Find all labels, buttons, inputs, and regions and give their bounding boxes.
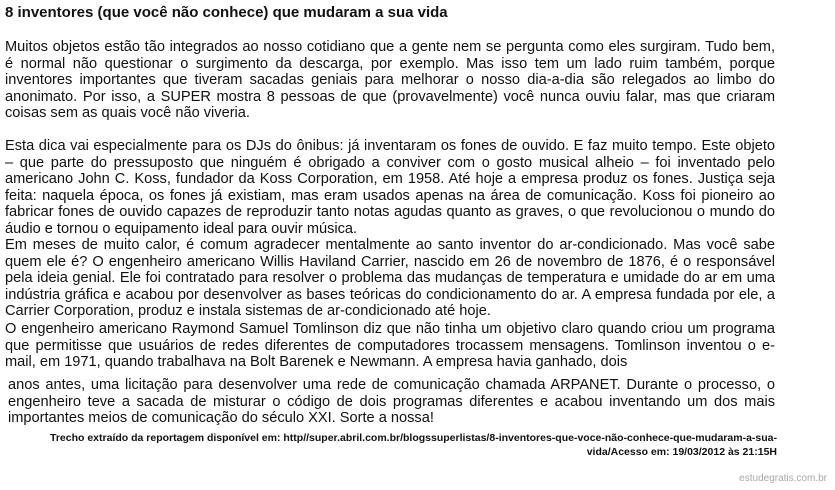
paragraph-email-continued: anos antes, uma licitação para desenvolver uma rede de comunicação chamada ARPANET. Durante o processo, o engenheiro teve a sacada de misturar o código de dois programas diferentes e acabou inventando um dos mais importantes meios de comunicação do século XXI. Sorte a nossa! (8, 377, 775, 427)
article-title: 8 inventores (que você não conhece) que mudaram a sua vida (5, 4, 448, 21)
paragraph-headphones: Esta dica vai especialmente para os DJs do ônibus: já inventaram os fones de ouvido. E faz muito tempo. Este objeto – que parte do pressuposto que ninguém é obrigado a conviver com o gosto musical alheio – foi inventado pelo americano John C. Koss, fundador da Koss Corporation, em 1958. Até hoje a empresa produz os fones. Justiça seja feita: naquela época, os fones já existiam, mas eram usados apenas na área de comunicação. Koss foi pioneiro ao fabricar fones de ouvido capazes de reproduzir tanto notas agudas quanto as graves, o que revolucionou o mundo do áudio e tornou o equipamento ideal para ouvir música. (5, 138, 775, 237)
source-citation: Trecho extraído da reportagem disponível em: http//super.abril.com.br/blogssuperlistas/8-inventores-que-voce-não-conhece-que-mudaram-a-sua-vida/Acesso em: 19/03/2012 às 21:15H (50, 432, 777, 458)
paragraph-air-conditioning: Em meses de muito calor, é comum agradecer mentalmente ao santo inventor do ar-condicionado. Mas você sabe quem ele é? O engenheiro americano Willis Haviland Carrier, nascido em 26 de novembro de 1876, é o responsável pela ideia genial. Ele foi contratado para resolver o problema das mudanças de temperatura e umidade do ar em uma indústria gráfica e acabou por desenvolver as bases teóricas do condicionamento do ar. A empresa fundada por ele, a Carrier Corporation, produz e instala sistemas de ar-condicionado até hoje. (5, 237, 775, 320)
paragraph-intro: Muitos objetos estão tão integrados ao nosso cotidiano que a gente nem se pergunta como eles surgiram. Tudo bem, é normal não questionar o surgimento da descarga, por exemplo. Mas isso tem um lado ruim também, porque inventores importantes que tiveram sacadas geniais para melhorar o nosso dia-a-dia são relegados ao limbo do anonimato. Por isso, a SUPER mostra 8 pessoas de que (provavelmente) você nunca ouviu falar, mas que criaram coisas sem as quais você não viveria. (5, 39, 775, 122)
site-watermark: estudegratis.com.br (739, 473, 827, 484)
paragraph-email: O engenheiro americano Raymond Samuel Tomlinson diz que não tinha um objetivo claro quando criou um programa que permitisse que usuários de redes diferentes de computadores trocassem mensagens. Tomlinson inventou o e-mail, em 1971, quando trabalhava na Bolt Barenek e Newmann. A empresa havia ganhado, dois (5, 321, 775, 371)
